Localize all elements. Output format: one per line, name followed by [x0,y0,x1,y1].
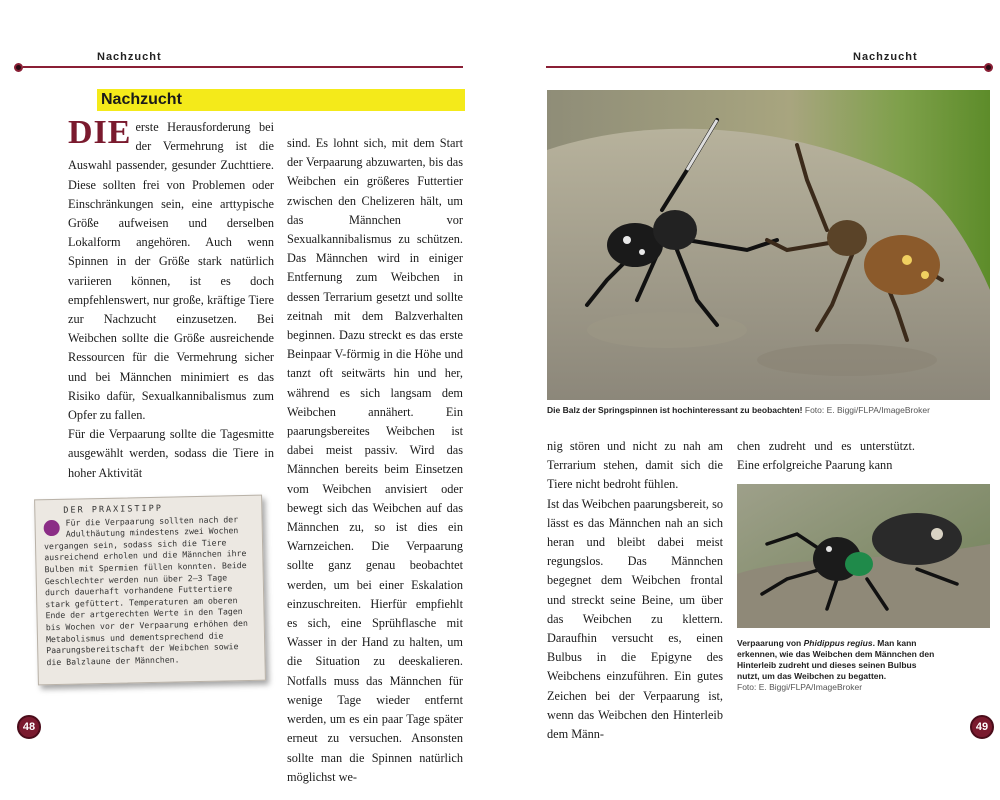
paragraph: sind. Es lohnt sich, mit dem Start der Verpaarung abzuwarten, bis das Weibchen ein größeres Futtertier zwischen den Chelizeren hält, um das Männchen vor Sexualkannibalismus zu schützen. Das Männchen wird in einiger Entfernung zum Weibchen in dessen Terrarium gesetzt und sollte zeitnah mit dem Balzverhalten beginnen. Dazu streckt es das erste Beinpaar V-förmig in die Höhe und tanzt oft seitwärts hin und her, während es sich langsam dem Weibchen annähert. Ein paarungsbereites Weibchen ist dabei meist passiv. Wird das Männchen bereits beim Einsetzen vom Weibchen anvisiert oder bewegt sich das Weibchen auf das Männchen zu, so ist dies ein Warnzeichen. Die Verpaarung sollte ganz genau beobachtet werden, um bei einer Eskalation einzuschreiten. Hierfür empfiehlt es sich, eine Sprühflasche mit Wasser in der Hand zu halten, um die Situation zu deeskalieren. Notfalls muss das Männchen für wenige Tage wieder entfernt werden, um es ein paar Tage später erneut zu versuchen. Ansonsten sollte man die Spinnen natürlich möglichst we- [287,136,463,784]
photo2-caption [737,638,937,693]
photo2-caption-part1: Verpaarung von [737,638,804,648]
paragraph: erste Herausforderung bei der Vermehrung ist die Auswahl passender, gesunder Zuchttiere. Diese sollten frei von Problemen oder Einschränkungen sein, eine arttypische Größe aufweisen und derselben Lokalform angehören. Auch wenn Spinnen in der Größe stark natürlich variieren können, ist es doch empfehlenswert, nur große, kräftige Tiere zur Nachzucht einzusetzen. Bei Weibchen sollte die Größe ausreichende Ressourcen für die Vermehrung sicher und bei Männchen minimiert es das Risiko dafür, Sexualkannibalismus zum Opfer zu fallen. [68,120,274,423]
chapter-heading: Nachzucht [97,89,465,111]
paragraph: Ist das Weibchen paarungsbereit, so lässt es das Männchen nah an sich heran und bleibt dabei meist regungslos. Das Männchen begegnet dem Weibchen frontal und streckt seine Beine, um über das Weibchen zu klettern. Daraufhin versucht es, einen Bulbus in die Epigyne des Weibchens einzuführen. Ein gutes Zeichen bei der Verpaarung ist, wenn das Weibchen den Hinterleib dem Männ- [547,496,724,742]
photo1-caption-text: Die Balz der Springspinnen ist hochinteressant zu beobachten! [547,405,803,415]
photo2-caption-species: Phidippus regius [803,638,873,648]
page-number-right: 49 [970,715,994,739]
mating-photo [737,484,990,628]
courtship-photo [547,90,990,400]
left-running-head: Nachzucht [97,51,162,63]
left-header-rule [23,66,463,68]
tip-text: Für die Verpaarung sollten nach der Adulthäutung mindestens zwei Wochen vergangen sein, sodass sich die Tiere ausreichend erholen und die Männchen ihre Bulben mit Spermien füllen konnten. Beide Geschlechter werden nun über 2–3 Tage durch dauerhaft vorhandene Futtertiere stark gefüttert. Temperaturen am oberen Ende der artgerechten Werte in den Tagen bis Wochen vor der Verpaarung erhöhen den Metabolismus und dementsprechend die Paarungsbereitschaft der Weibchen sowie die Balzlaune der Männchen. [43,513,248,667]
text-column-1 [68,114,274,483]
drop-cap: DIE [68,114,132,151]
photo1-caption [547,405,990,416]
page-number-left: 48 [17,715,41,739]
paragraph: chen zudreht und es unterstützt. Eine erfolgreiche Paarung kann [737,439,915,473]
text-column-2 [287,134,463,787]
right-running-head: Nachzucht [853,51,918,63]
paragraph: Für die Verpaarung sollte die Tagesmitte ausgewählt werden, sodass die Tiere in hoher Aktivität [68,427,274,480]
text-column-4 [737,437,915,475]
paragraph: nig stören und nicht zu nah am Terrarium stehen, damit sich die Tiere nicht bedroht fühlen. [547,439,723,492]
photo1-credit: Foto: E. Biggi/FLPA/ImageBroker [804,405,930,415]
left-rule-ornament [14,63,23,72]
practice-tip-box [34,495,266,686]
text-column-3 [547,437,723,744]
tip-bullet-icon [44,519,60,535]
photo2-credit: Foto: E. Biggi/FLPA/ImageBroker [737,682,863,692]
photo2-caption-part2: . Man kann erkennen, wie das Weibchen dem Männchen den Hinterleib zudreht und dieses seinen Bulbus nutzt, um das Weibchen zu begatten. [737,638,935,681]
mating-photo-illustration [737,484,990,628]
right-rule-ornament [984,63,993,72]
right-header-rule [546,66,986,68]
courtship-photo-illustration [547,90,990,400]
tip-title: DER PRAXISTIPP [63,503,164,516]
